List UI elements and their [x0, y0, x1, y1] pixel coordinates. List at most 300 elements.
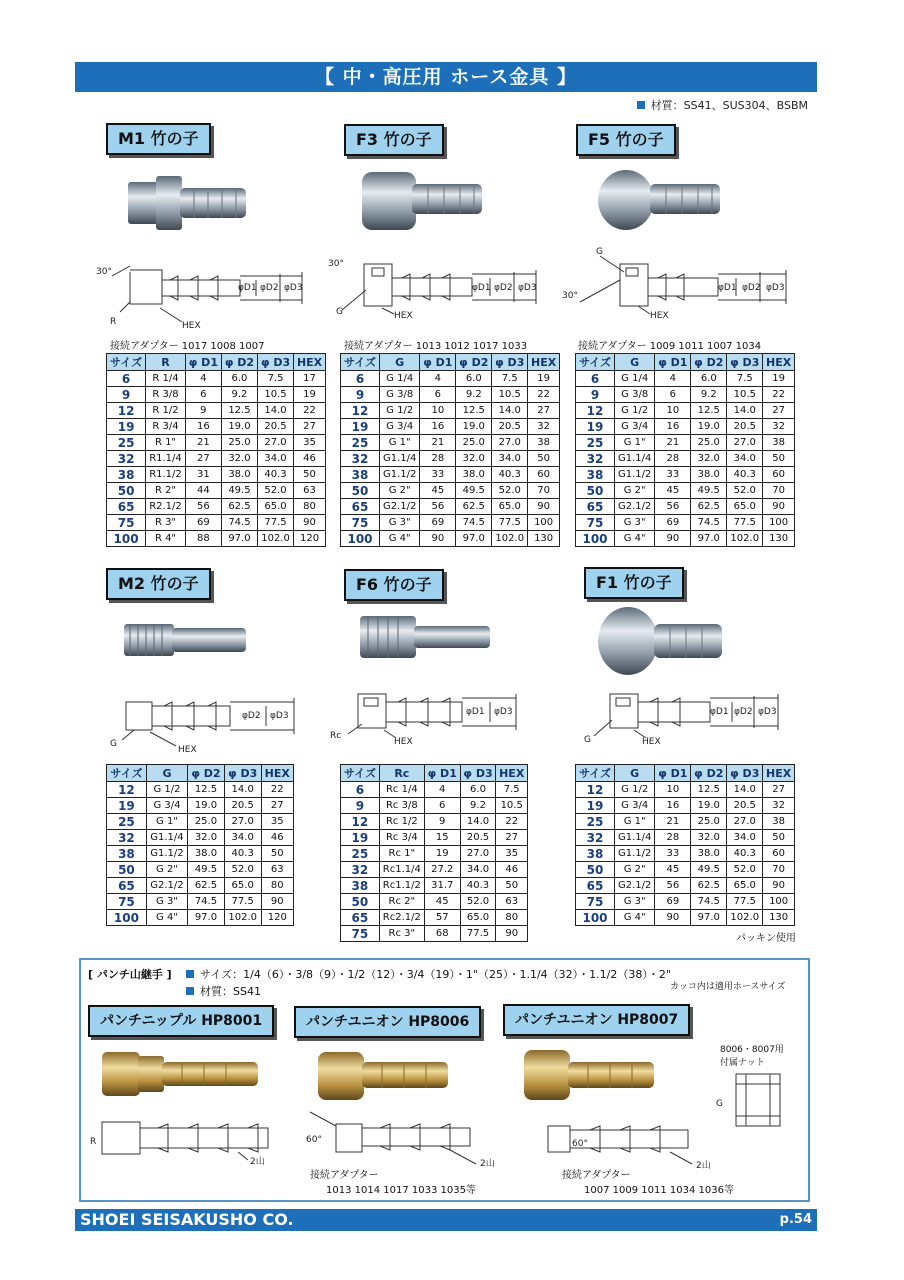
table-row [341, 499, 560, 515]
table-cell: 38 [576, 846, 615, 862]
table-row [341, 483, 560, 499]
m1-photo [120, 172, 250, 234]
table-cell: 40.3 [492, 467, 528, 483]
table-cell: 75 [576, 894, 615, 910]
table-cell: 6.0 [221, 371, 257, 387]
g-label: G [596, 247, 603, 257]
d3-label: φD3 [766, 283, 785, 293]
table-cell: 10.5 [727, 387, 763, 403]
table-cell: G 3/8 [615, 387, 655, 403]
table-cell: 50 [107, 862, 147, 878]
table-cell: G1.1/4 [146, 830, 187, 846]
nut-drawing [710, 1066, 790, 1132]
table-cell: 38.0 [691, 467, 727, 483]
table-cell: 102.0 [727, 910, 763, 926]
g-label: G [336, 307, 343, 317]
table-row [341, 878, 528, 894]
table-cell: 12.5 [188, 782, 225, 798]
table-cell: 27.0 [727, 435, 763, 451]
table-cell: 19 [107, 798, 147, 814]
table-cell: 6 [420, 387, 456, 403]
table-row [341, 830, 528, 846]
table-cell: 63 [294, 483, 326, 499]
table-cell: 100 [528, 515, 560, 531]
table-cell: 4 [424, 782, 460, 798]
f5-spec-table [575, 353, 795, 547]
table-row [107, 435, 326, 451]
table-cell: 74.5 [456, 515, 492, 531]
table-cell: 14.0 [258, 403, 294, 419]
title-hp8006: パンチユニオン HP8006 [294, 1006, 481, 1038]
table-cell: 28 [655, 830, 691, 846]
table-cell: 50 [763, 451, 795, 467]
table-cell: 100 [107, 910, 147, 926]
table-row [341, 798, 528, 814]
table-cell: 21 [185, 435, 221, 451]
table-row [341, 926, 528, 942]
table-row [107, 531, 326, 547]
table-cell: R1.1/2 [146, 467, 186, 483]
table-cell: 44 [185, 483, 221, 499]
table-row [576, 531, 795, 547]
table-cell: 70 [763, 483, 795, 499]
d1-label: φD1 [238, 283, 257, 293]
table-cell: 34.0 [492, 451, 528, 467]
table-cell: 45 [424, 894, 460, 910]
table-cell: 38 [107, 467, 146, 483]
table-cell: 19 [341, 830, 380, 846]
table-cell: Rc 3/4 [379, 830, 424, 846]
table-cell: 80 [294, 499, 326, 515]
table-cell: R 1/2 [146, 403, 186, 419]
table-cell: 16 [185, 419, 221, 435]
table-cell: 6.0 [460, 782, 496, 798]
yama-label: 2山 [250, 1157, 265, 1167]
table-cell: 33 [420, 467, 456, 483]
table-cell: 52.0 [258, 483, 294, 499]
table-cell: 27 [763, 782, 795, 798]
table-cell: Rc 1" [379, 846, 424, 862]
f5-adaptor: 接続アダプター 1009 1011 1007 1034 [578, 341, 762, 352]
table-cell: G2.1/2 [146, 878, 187, 894]
column-header: HEX [763, 765, 795, 782]
table-cell: 7.5 [492, 371, 528, 387]
table-cell: 130 [528, 531, 560, 547]
table-cell: 90 [763, 499, 795, 515]
column-header: φ D2 [691, 354, 727, 371]
table-cell: G1.1/2 [615, 467, 655, 483]
table-cell: 63 [261, 862, 293, 878]
table-cell: 60 [763, 846, 795, 862]
table-cell: 68 [424, 926, 460, 942]
table-cell: 80 [496, 910, 528, 926]
table-cell: Rc1.1/4 [379, 862, 424, 878]
table-cell: 14.0 [460, 814, 496, 830]
table-cell: 16 [655, 798, 691, 814]
table-cell: 14.0 [224, 782, 261, 798]
table-cell: 35 [261, 814, 293, 830]
table-row [576, 387, 795, 403]
hp8006-adaptor-label: 接続アダプター [310, 1170, 379, 1181]
table-cell: 75 [576, 515, 615, 531]
title-hp8007: パンチユニオン HP8007 [503, 1004, 690, 1036]
table-cell: 38.0 [691, 846, 727, 862]
table-row [341, 451, 560, 467]
table-cell: 22 [261, 782, 293, 798]
company-name: SHOEI SEISAKUSHO CO. [80, 1210, 294, 1229]
table-cell: 32 [763, 419, 795, 435]
packing-note: パッキン使用 [736, 933, 796, 944]
table-row [576, 798, 795, 814]
table-cell: 25 [576, 435, 615, 451]
table-cell: 27 [496, 830, 528, 846]
table-cell: 14.0 [727, 782, 763, 798]
table-cell: Rc1.1/2 [379, 878, 424, 894]
table-cell: 32.0 [691, 451, 727, 467]
table-row [576, 862, 795, 878]
table-cell: G 2" [146, 862, 187, 878]
f6-photo [356, 612, 496, 662]
table-cell: 28 [420, 451, 456, 467]
table-cell: G 1/4 [615, 371, 655, 387]
column-header: R [146, 354, 186, 371]
table-cell: 90 [763, 878, 795, 894]
table-cell: 25 [107, 814, 147, 830]
table-cell: 25.0 [691, 814, 727, 830]
table-cell: 27 [763, 403, 795, 419]
column-header: サイズ [576, 354, 615, 371]
column-header: φ D3 [727, 765, 763, 782]
table-cell: G 3/8 [380, 387, 420, 403]
table-cell: 69 [655, 894, 691, 910]
table-cell: 34.0 [727, 451, 763, 467]
yama-label: 2山 [480, 1159, 495, 1169]
table-row [107, 419, 326, 435]
hex-label: HEX [394, 737, 413, 747]
table-cell: 46 [294, 451, 326, 467]
column-header: φ D1 [185, 354, 221, 371]
table-cell: G2.1/2 [615, 878, 655, 894]
table-cell: 69 [655, 515, 691, 531]
table-cell: 34.0 [727, 830, 763, 846]
table-cell: 21 [655, 435, 691, 451]
table-cell: 90 [528, 499, 560, 515]
table-cell: 40.3 [727, 846, 763, 862]
table-cell: 102.0 [258, 531, 294, 547]
table-cell: 40.3 [727, 467, 763, 483]
table-cell: 6 [655, 387, 691, 403]
table-cell: R 1" [146, 435, 186, 451]
table-cell: 19 [576, 419, 615, 435]
table-cell: 15 [424, 830, 460, 846]
table-cell: 28 [655, 451, 691, 467]
table-cell: Rc 1/2 [379, 814, 424, 830]
table-cell: 25 [341, 846, 380, 862]
table-cell: 14.0 [492, 403, 528, 419]
table-cell: 12 [341, 814, 380, 830]
table-cell: G1.1/2 [146, 846, 187, 862]
table-cell: R 3/8 [146, 387, 186, 403]
table-cell: 27 [528, 403, 560, 419]
nut-label-1: 8006・8007用 [720, 1045, 784, 1055]
table-cell: 50 [107, 483, 146, 499]
title-m1: M1 竹の子 [106, 123, 211, 155]
d2-label: φD2 [260, 283, 279, 293]
table-cell: G 4" [615, 531, 655, 547]
table-cell: 12 [107, 403, 146, 419]
table-cell: R2.1/2 [146, 499, 186, 515]
table-cell: 32 [576, 830, 615, 846]
table-cell: 65 [341, 499, 380, 515]
table-row [576, 371, 795, 387]
table-cell: 65.0 [727, 878, 763, 894]
square-bullet-icon [637, 101, 645, 109]
table-cell: 102.0 [727, 531, 763, 547]
table-cell: 17 [294, 371, 326, 387]
hex-label: HEX [650, 311, 669, 321]
table-cell: 12.5 [691, 403, 727, 419]
d3-label: φD3 [518, 283, 537, 293]
table-cell: 32 [576, 451, 615, 467]
column-header: φ D3 [224, 765, 261, 782]
square-bullet-icon [186, 970, 194, 978]
table-cell: 19.0 [691, 798, 727, 814]
table-cell: 90 [420, 531, 456, 547]
hex-label: HEX [394, 311, 413, 321]
column-header: G [615, 354, 655, 371]
table-cell: 35 [294, 435, 326, 451]
table-cell: Rc 3/8 [379, 798, 424, 814]
table-cell: 10.5 [496, 798, 528, 814]
table-cell: 7.5 [258, 371, 294, 387]
table-cell: 77.5 [258, 515, 294, 531]
d1-label: φD1 [472, 283, 491, 293]
table-row [341, 371, 560, 387]
table-cell: 12 [341, 403, 380, 419]
column-header: φ D2 [188, 765, 225, 782]
g-label: G [716, 1099, 723, 1109]
d2-label: φD2 [734, 707, 753, 717]
table-cell: G 1" [615, 435, 655, 451]
table-cell: 19 [576, 798, 615, 814]
table-cell: Rc 1/4 [379, 782, 424, 798]
table-cell: 56 [185, 499, 221, 515]
d3-label: φD3 [494, 707, 513, 717]
table-cell: 19 [763, 371, 795, 387]
table-cell: 56 [420, 499, 456, 515]
table-cell: 33 [655, 846, 691, 862]
table-cell: 7.5 [496, 782, 528, 798]
table-cell: 60 [763, 467, 795, 483]
table-cell: 65 [107, 878, 147, 894]
table-row [107, 814, 294, 830]
m1-spec-table [106, 353, 326, 547]
table-cell: 77.5 [460, 926, 496, 942]
column-header: φ D3 [727, 354, 763, 371]
table-cell: 74.5 [221, 515, 257, 531]
table-cell: R1.1/4 [146, 451, 186, 467]
table-cell: 32.0 [456, 451, 492, 467]
table-cell: 38 [763, 814, 795, 830]
title-hp8001: パンチニップル HP8001 [88, 1005, 274, 1037]
d3-label: φD3 [758, 707, 777, 717]
table-cell: 38 [576, 467, 615, 483]
table-row [107, 830, 294, 846]
hp8007-drawing [540, 1112, 720, 1172]
table-cell: 69 [185, 515, 221, 531]
table-cell: 38.0 [188, 846, 225, 862]
f3-photo [356, 166, 486, 234]
table-cell: 35 [496, 846, 528, 862]
table-cell: 100 [763, 515, 795, 531]
punch-material [186, 983, 261, 999]
table-cell: 32 [528, 419, 560, 435]
table-cell: 9 [107, 387, 146, 403]
d3-label: φD3 [270, 711, 289, 721]
hp8006-photo [312, 1048, 452, 1102]
table-row [576, 435, 795, 451]
table-cell: 4 [655, 371, 691, 387]
nut-label-2: 付属ナット [720, 1058, 765, 1068]
column-header: HEX [528, 354, 560, 371]
table-cell: 40.3 [224, 846, 261, 862]
table-cell: 50 [496, 878, 528, 894]
table-cell: G 2" [380, 483, 420, 499]
table-cell: 102.0 [492, 531, 528, 547]
table-cell: 32.0 [691, 830, 727, 846]
column-header: φ D1 [655, 354, 691, 371]
table-cell: 120 [294, 531, 326, 547]
table-row [341, 515, 560, 531]
table-row [576, 403, 795, 419]
table-cell: G 3/4 [615, 798, 655, 814]
table-cell: 27.0 [492, 435, 528, 451]
table-cell: 32.0 [221, 451, 257, 467]
f1-photo [596, 604, 726, 678]
d1-label: φD1 [718, 283, 737, 293]
table-cell: G2.1/2 [380, 499, 420, 515]
table-row [107, 499, 326, 515]
f1-drawing [580, 684, 800, 750]
table-cell: G 1/2 [380, 403, 420, 419]
table-cell: 19.0 [188, 798, 225, 814]
table-cell: 21 [655, 814, 691, 830]
table-cell: 22 [528, 387, 560, 403]
square-bullet-icon [186, 987, 194, 995]
table-cell: 100 [576, 531, 615, 547]
d3-label: φD3 [284, 283, 303, 293]
column-header: φ D2 [221, 354, 257, 371]
table-cell: 74.5 [691, 894, 727, 910]
table-cell: 38 [341, 467, 380, 483]
table-cell: G1.1/2 [615, 846, 655, 862]
table-row [341, 782, 528, 798]
table-cell: G 1/2 [146, 782, 187, 798]
table-row [576, 782, 795, 798]
hp8001-photo [96, 1046, 266, 1102]
table-row [107, 878, 294, 894]
table-cell: 77.5 [727, 894, 763, 910]
table-row [576, 499, 795, 515]
table-cell: G 1" [380, 435, 420, 451]
d2-label: φD2 [242, 711, 261, 721]
table-row [107, 894, 294, 910]
table-cell: 50 [576, 862, 615, 878]
column-header: サイズ [107, 765, 147, 782]
table-cell: 97.0 [456, 531, 492, 547]
table-cell: Rc 2" [379, 894, 424, 910]
table-cell: G 3" [615, 515, 655, 531]
r-label: R [90, 1137, 97, 1147]
angle-label: 60° [306, 1135, 322, 1145]
table-row [341, 814, 528, 830]
table-cell: 49.5 [691, 862, 727, 878]
table-cell: 9 [424, 814, 460, 830]
table-cell: 19 [294, 387, 326, 403]
table-cell: G 3" [380, 515, 420, 531]
table-cell: G 3/4 [615, 419, 655, 435]
table-cell: 32 [341, 451, 380, 467]
table-cell: 65 [107, 499, 146, 515]
angle-label: 30° [562, 291, 578, 301]
table-cell: 10 [655, 782, 691, 798]
table-cell: G 1/4 [380, 371, 420, 387]
table-row [107, 371, 326, 387]
table-row [107, 910, 294, 926]
table-cell: 97.0 [221, 531, 257, 547]
punch-sizes-text: サイズ：1/4（6）・3/8（9）・1/2（12）・3/4（19）・1"（25）・1.1/4（32）・1.1/2（38）・2" [200, 968, 671, 981]
table-cell: 45 [655, 862, 691, 878]
d1-label: φD1 [710, 707, 729, 717]
table-cell: 20.5 [460, 830, 496, 846]
table-cell: 10.5 [258, 387, 294, 403]
table-cell: 52.0 [727, 862, 763, 878]
table-cell: 10 [655, 403, 691, 419]
table-cell: 22 [763, 387, 795, 403]
table-cell: G 4" [146, 910, 187, 926]
column-header: サイズ [341, 354, 380, 371]
f6-drawing [330, 684, 550, 750]
hp8006-adaptor-numbers: 1013 1014 1017 1033 1035等 [326, 1185, 476, 1196]
table-cell: 90 [655, 910, 691, 926]
table-row [341, 403, 560, 419]
column-header: Rc [379, 765, 424, 782]
table-cell: 6 [424, 798, 460, 814]
table-cell: 52.0 [460, 894, 496, 910]
table-row [576, 451, 795, 467]
table-cell: 12.5 [221, 403, 257, 419]
table-cell: 56 [655, 499, 691, 515]
table-row [341, 435, 560, 451]
yama-label: 2山 [696, 1161, 711, 1171]
table-cell: 65 [576, 499, 615, 515]
table-cell: G1.1/4 [380, 451, 420, 467]
column-header: φ D3 [460, 765, 496, 782]
table-cell: 32 [107, 451, 146, 467]
table-cell: 50 [576, 483, 615, 499]
column-header: φ D2 [456, 354, 492, 371]
f3-drawing [322, 250, 552, 328]
table-cell: 75 [341, 515, 380, 531]
table-cell: 20.5 [224, 798, 261, 814]
table-cell: R 4" [146, 531, 186, 547]
table-cell: 12 [576, 403, 615, 419]
table-cell: G 1" [615, 814, 655, 830]
table-row [576, 419, 795, 435]
table-cell: 40.3 [258, 467, 294, 483]
table-cell: 19 [528, 371, 560, 387]
table-row [576, 814, 795, 830]
